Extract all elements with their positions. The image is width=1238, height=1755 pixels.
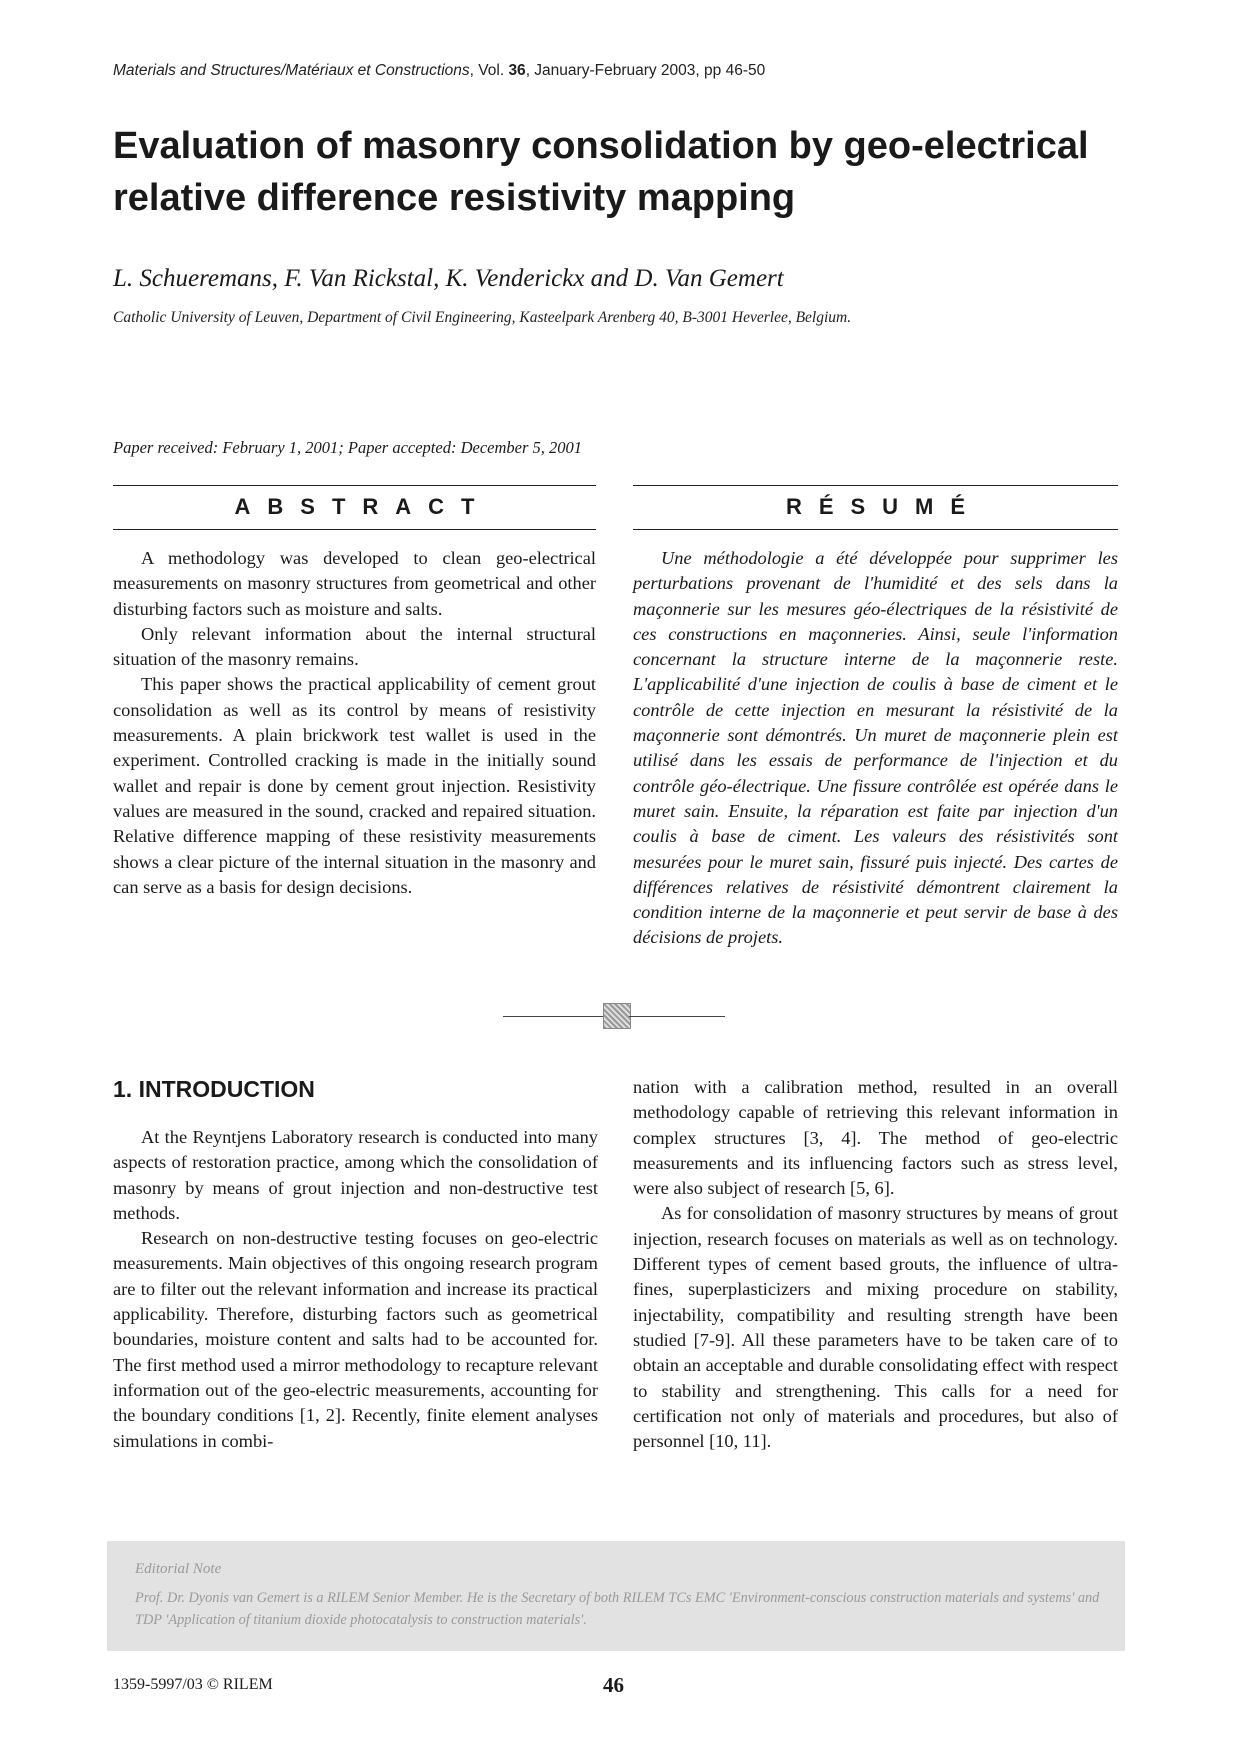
affiliation: Catholic University of Leuven, Department of Civil Engineering, Kasteelpark Arenberg 40, B-3001 Heverlee, Belgium.	[113, 309, 852, 326]
abstract-body	[113, 546, 596, 900]
journal-citation	[113, 62, 1133, 80]
volume-prefix: , Vol.	[469, 62, 509, 79]
title-line-2: relative difference resistivity mapping	[113, 177, 796, 219]
abstract-paragraph: Only relevant information about the internal structural situation of the masonry remains.	[113, 623, 596, 670]
editorial-note-title: Editorial Note	[135, 1561, 222, 1577]
resume-bottom-rule	[633, 529, 1118, 530]
resume-body	[633, 546, 1118, 951]
divider-ornament	[603, 1003, 631, 1029]
introduction-right-column	[633, 1075, 1118, 1454]
introduction-paragraph: Research on non-destructive testing focuses on geo-electric measurements. Main objectives of this ongoing research program are to filter out the relevant information and increase its practical applicability. Therefore, disturbing factors such as geometrical boundaries, moisture content and salts had to be accounted for. The first method used a mirror methodology to recapture relevant information out of the geo-electric measurements, accounting for the boundary conditions [1, 2]. Recently, finite element analyses simulations in combi-	[113, 1228, 598, 1451]
paper-title	[113, 120, 1143, 224]
abstract-bottom-rule	[113, 529, 596, 530]
resume-paragraph: Une méthodologie a été développée pour supprimer les perturbations provenant de l'humidité et des sels dans la maçonnerie sur les mesures géo-électriques de la résistivité de ces constructions en maçonneries. Ainsi, seule l'information concernant la structure interne de la maçonnerie reste. L'applicabilité d'une injection de coulis à base de ciment et le contrôle de cette injection en mesurant la résistivité de la maçonnerie sont démontrés. Un muret de maçonnerie plein est utilisé dans les essais de performance de l'injection et du contrôle géo-électrique. Une fissure contrôlée est opérée dans le muret sain. Ensuite, la réparation est faite par injection d'un coulis à base de ciment. Les valeurs des résistivités sont mesurées pour le muret sain, fissuré puis injecté. Des cartes de différences relatives de résistivité démontrent clairement la condition interne de la maçonnerie et peut servir de base à des décisions de projets.	[633, 548, 1118, 948]
introduction-heading: 1. INTRODUCTION	[113, 1076, 315, 1102]
abstract-top-rule	[113, 485, 596, 486]
issue-pages: , January-February 2003, pp 46-50	[525, 62, 766, 79]
introduction-continuation: nation with a calibration method, resulted in an overall methodology capable of retrieving this relevant information in complex structures [3, 4]. The method of geo-electric measurements and its influencing factors such as stress level, were also subject of research [5, 6].	[633, 1077, 1118, 1199]
resume-heading: RÉSUMÉ	[785, 494, 983, 519]
page-number: 46	[603, 1673, 624, 1697]
editorial-note-text: Prof. Dr. Dyonis van Gemert is a RILEM Senior Member. He is the Secretary of both RILEM TCs EMC 'Environment-conscious construction materials and systems' and TDP 'Application of titanium dioxide photocatalysis to construction materials'.	[135, 1590, 1100, 1628]
divider-line-left	[503, 1016, 603, 1017]
introduction-paragraph: As for consolidation of masonry structures by means of grout injection, research focuses on materials as well as on technology. Different types of cement based grouts, the influence of ultra-fines, superplasticizers and mixing procedure on stability, injectability, compatibility and resulting strength have been studied [7-9]. All these parameters have to be taken care of to obtain an acceptable and durable consolidating effect with respect to stability and strengthening. This calls for a need for certification not only of materials and procedures, but also of personnel [10, 11].	[633, 1203, 1118, 1452]
abstract-paragraph: A methodology was developed to clean geo-electrical measurements on masonry structures from geometrical and other disturbing factors such as moisture and salts.	[113, 548, 596, 619]
title-line-1: Evaluation of masonry consolidation by geo-electrical	[113, 125, 1089, 167]
introduction-paragraph: At the Reyntjens Laboratory research is conducted into many aspects of restoration practice, among which the consolidation of masonry by means of grout injection and non-destructive test methods.	[113, 1127, 598, 1223]
divider-line-right	[629, 1016, 725, 1017]
received-accepted-dates: Paper received: February 1, 2001; Paper accepted: December 5, 2001	[113, 438, 583, 457]
abstract-heading: ABSTRACT	[234, 494, 492, 519]
introduction-left-column	[113, 1125, 598, 1454]
authors: L. Schueremans, F. Van Rickstal, K. Venderickx and D. Van Gemert	[113, 265, 784, 292]
abstract-paragraph: This paper shows the practical applicability of cement grout consolidation as well as its control by means of resistivity measurements. A plain brickwork test wallet is used in the experiment. Controlled cracking is made in the initially sound wallet and repair is done by cement grout injection. Resistivity values are measured in the sound, cracked and repaired situation. Relative difference mapping of these resistivity measurements shows a clear picture of the internal situation in the masonry and can serve as a basis for design decisions.	[113, 674, 596, 897]
volume-number: 36	[508, 62, 526, 79]
resume-top-rule	[633, 485, 1118, 486]
issn-copyright: 1359-5997/03 © RILEM	[113, 1676, 273, 1693]
journal-name: Materials and Structures/Matériaux et Constructions	[113, 62, 470, 79]
